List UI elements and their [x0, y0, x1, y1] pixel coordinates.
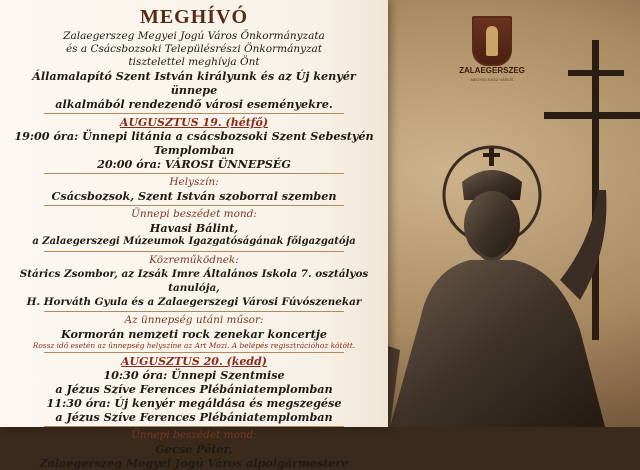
day2-speaker-label: Ünnepi beszédet mond: — [131, 429, 257, 441]
cross-top-bar — [568, 70, 624, 76]
day1-contrib-label: Közreműködnek: — [149, 254, 239, 266]
city-crest — [472, 16, 512, 66]
crest-city-name: ZALAEGERSZEG — [459, 66, 525, 75]
crest-subtitle: MEGYEI JOGÚ VÁROS — [470, 77, 514, 82]
day2-line-2: a Jézus Szíve Ferences Plébániatemplomban — [55, 382, 333, 396]
day1-contrib-1: Stárics Zsombor, az Izsák Imre Általános Iskola 7. osztályos tanulója, — [19, 268, 369, 294]
day2-line-1: 10:30 óra: Ünnepi Szentmise — [103, 368, 285, 382]
crest-figure-icon — [486, 26, 498, 56]
day1-speaker-name: Havasi Bálint, — [149, 221, 239, 235]
day1-date: AUGUSZTUS 19. (hétfő) — [119, 116, 269, 129]
day2-date: AUGUSZTUS 20. (kedd) — [120, 355, 268, 368]
event-line-2: alkalmából rendezendő városi eseményekre. — [55, 97, 333, 111]
day1-place: Csácsbozsok, Szent István szoborral szemben — [51, 189, 337, 203]
day2-speaker-role: Zalaegerszeg Megyei Jogú Város alpolgármestere — [39, 456, 349, 470]
divider — [44, 352, 344, 353]
day2-line-3: 11:30 óra: Új kenyér megáldása és megszegése — [46, 396, 342, 410]
day1-speaker-role: a Zalaegerszegi Múzeumok Igazgatóságának főigazgatója — [32, 236, 356, 247]
day2-line-4: a Jézus Szíve Ferences Plébániatemplomban — [55, 410, 333, 424]
divider — [44, 251, 344, 252]
head — [464, 191, 520, 259]
intro-line-1: Zalaegerszeg Megyei Jogú Város Önkormányzata — [63, 30, 325, 42]
day1-speaker-label: Ünnepi beszédet mond: — [131, 208, 257, 220]
invitation-title: MEGHÍVÓ — [139, 6, 249, 28]
divider — [44, 311, 344, 312]
day1-line-2: 20:00 óra: VÁROSI ÜNNEPSÉG — [97, 157, 291, 171]
day1-after-label: Az ünnepség utáni műsor: — [124, 314, 264, 326]
intro-line-2: és a Csácsbozsoki Településrészi Önkormányzat — [65, 43, 323, 55]
day1-line-1: 19:00 óra: Ünnepi litánia a csácsbozsoki Szent Sebestyén Templomban — [14, 129, 374, 157]
divider — [44, 173, 344, 174]
event-line-1: Államalapító Szent István királyunk és az Új kenyér ünnepe — [32, 69, 356, 97]
day1-after: Kormorán nemzeti rock zenekar koncertje — [60, 327, 327, 341]
day1-rain-note: Rossz idő esetén az ünnepség helyszíne az Art Mozi. A belépés regisztrációhoz kötött. — [32, 341, 356, 350]
day1-contrib-2: H. Horváth Gyula és a Zalaegerszegi Városi Fúvószenekar — [26, 296, 362, 308]
day2-speaker-name: Gecse Péter, — [155, 442, 233, 456]
divider — [44, 205, 344, 206]
cross-shaft — [592, 40, 599, 340]
intro-line-3: tisztelettel meghívja Önt — [128, 56, 260, 68]
invitation-content — [8, 0, 380, 470]
cross-bottom-bar — [544, 112, 640, 119]
day1-place-label: Helyszín: — [169, 176, 219, 188]
arm — [560, 190, 606, 300]
divider — [44, 113, 344, 114]
